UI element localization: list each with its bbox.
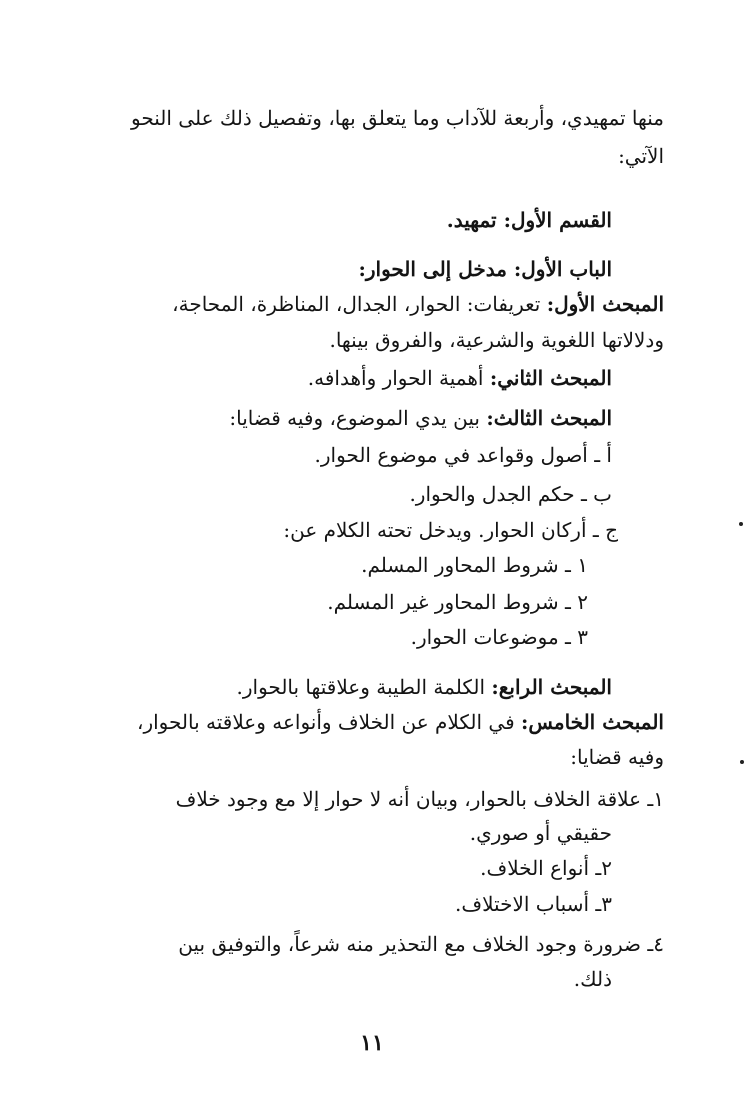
- topic-5-item-1: ١ـ علاقة الخلاف بالحوار، وبيان أنه لا حوار إلا مع وجود خلاف: [175, 787, 664, 811]
- topic-5-text: في الكلام عن الخلاف وأنواعه وعلاقته بالحوار،: [137, 710, 515, 734]
- page-number: ١١: [360, 1030, 384, 1056]
- topic-3-item-b: ب ـ حكم الجدل والحوار.: [409, 482, 612, 506]
- topic-3-label: المبحث الثالث:: [486, 406, 612, 430]
- topic-4-text: الكلمة الطيبة وعلاقتها بالحوار.: [236, 675, 486, 699]
- topic-5-label: المبحث الخامس:: [520, 710, 664, 734]
- intro-line-1: منها تمهيدي، وأربعة للآداب وما يتعلق بها، وتفصيل ذلك على النحو: [131, 106, 664, 130]
- topic-3-text: بين يدي الموضوع، وفيه قضايا:: [229, 406, 480, 430]
- topic-2: [308, 363, 612, 393]
- topic-3-subitem-2: ٢ ـ شروط المحاور غير المسلم.: [327, 590, 588, 614]
- topic-5-continuation: وفيه قضايا:: [570, 745, 664, 769]
- topic-3-item-a: أ ـ أصول وقواعد في موضوع الحوار.: [314, 443, 612, 467]
- section-1-heading: القسم الأول: تمهيد.: [446, 208, 612, 232]
- topic-3-item-c: ج ـ أركان الحوار. ويدخل تحته الكلام عن:: [283, 518, 618, 542]
- topic-5-item-1-continuation: حقيقي أو صوري.: [469, 821, 612, 845]
- topic-2-label: المبحث الثاني:: [489, 366, 612, 390]
- topic-3-subitem-1: ١ ـ شروط المحاور المسلم.: [361, 553, 588, 577]
- topic-4: [237, 672, 613, 702]
- margin-mark: [740, 760, 744, 764]
- chapter-1-heading: الباب الأول: مدخل إلى الحوار:: [358, 257, 612, 281]
- topic-1-continuation: ودلالاتها اللغوية والشرعية، والفروق بينها.: [329, 328, 664, 352]
- topic-3: [229, 403, 612, 433]
- topic-5-item-2: ٢ـ أنواع الخلاف.: [480, 856, 612, 880]
- topic-2-text: أهمية الحوار وأهدافه.: [307, 366, 484, 390]
- topic-5-item-4-continuation: ذلك.: [573, 967, 612, 991]
- topic-5-item-4: ٤ـ ضرورة وجود الخلاف مع التحذير منه شرعاً، والتوفيق بين: [178, 932, 664, 956]
- topic-1: [172, 289, 664, 319]
- topic-5: [137, 707, 664, 737]
- intro-line-2: الآتي:: [618, 144, 664, 168]
- topic-1-text: تعريفات: الحوار، الجدال، المناظرة، المحاجة،: [172, 292, 541, 316]
- margin-mark: [739, 522, 743, 526]
- topic-5-item-3: ٣ـ أسباب الاختلاف.: [455, 892, 612, 916]
- topic-1-label: المبحث الأول:: [546, 292, 664, 316]
- topic-4-label: المبحث الرابع:: [491, 675, 612, 699]
- topic-3-subitem-3: ٣ ـ موضوعات الحوار.: [410, 625, 588, 649]
